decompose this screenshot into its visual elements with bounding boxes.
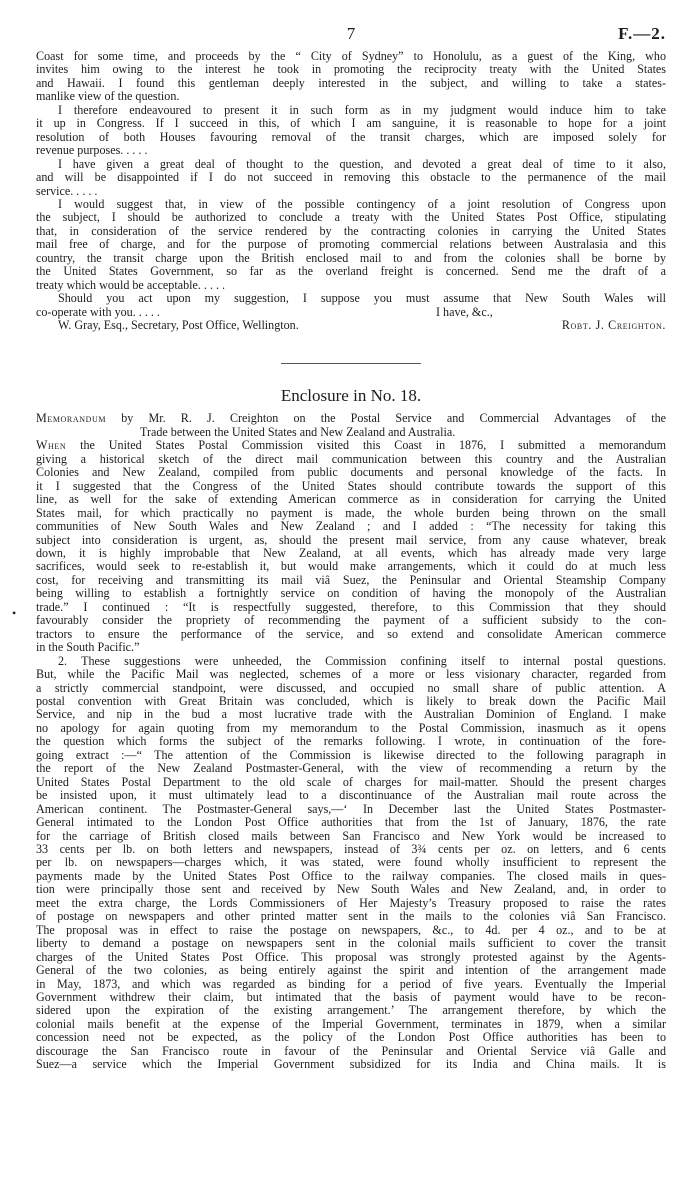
addressee-row — [36, 319, 666, 332]
margin-mark: • — [12, 606, 17, 620]
text-line: But, while the Pacific Mail was neglected, schemes of a more or less visionary character, regarded from — [36, 667, 666, 682]
closing-row — [36, 306, 666, 319]
text-line: United States Postal Department to the old scale of charges for mail-matter. Should the present charges — [36, 774, 666, 789]
text-line: colonial mails benefit at the expense of the Imperial Government, terminates in 1879, when a similar — [36, 1016, 666, 1031]
text-line: the subject, I should be authorized to conclude a treaty with the United States Post Office, stipulating — [36, 210, 666, 225]
text-span: the United States Postal Commission visited this Coast in 1876, I submitted a memorandum — [66, 438, 666, 453]
text-line: sidered upon the expiration of the existing arrangement.’ The arrangement therefore, by which the — [36, 1003, 666, 1018]
text-line: I therefore endeavoured to present it in such form as in my judgment would induce him to take — [58, 102, 666, 117]
text-line: giving a historical sketch of the direct mail communication between this country and the Australian — [36, 451, 666, 466]
text-line: General intimated to the London Post Office authorities that from the 1st of January, 1876, the rate — [36, 815, 666, 830]
signature: Robt. J. Creighton. — [561, 318, 666, 333]
letter-paragraph-4 — [36, 198, 666, 292]
text-line: the report of the New Zealand Postmaster-General, with the view of recommending a return by the — [36, 761, 666, 776]
letter-paragraph-1 — [36, 50, 666, 104]
text-line: liberty to demand a postage on newspapers sent in the colonial mails sufficient to cover the transit — [36, 936, 666, 951]
memorandum-heading — [36, 412, 666, 439]
enclosure-title: Enclosure in No. 18. — [280, 386, 422, 406]
text-line: line, as well for the sake of extending American commerce as in consideration for carrying the United — [36, 492, 666, 507]
text-line: down, it is highly improbable that New Zealand, at all events, which has already made very large — [36, 546, 666, 561]
document-code: F.—2. — [618, 24, 666, 43]
text-line: of postage on newspapers and other printed matter sent in the mails to the colonies viâ San Francisco. — [36, 909, 666, 924]
text-line: Government withdrew their claim, but intimated that the basis of payment would have to be recon- — [36, 989, 666, 1004]
text-line: American continent. The Postmaster-General says,—‘ In December last the United States Postmaster- — [36, 801, 666, 816]
text-line: resolution of both Houses favouring removal of the transit charges, which are imposed solely for — [36, 129, 666, 144]
paragraph-lead: When — [36, 438, 67, 453]
text-line: subject into consideration is urgent, as, should the present mail service, from any cause whatever, break — [36, 532, 666, 547]
enclosure-paragraph-2 — [36, 655, 666, 1072]
page-number: 7 — [346, 24, 356, 43]
text-line: a strictly commercial standpoint, were discussed, and occupied no small share of public attention. A — [36, 680, 666, 695]
text-line: States mail, for which practically no payment is made, the whole burden being thrown on the small — [36, 505, 666, 520]
text-line: meet the extra charge, the Lords Commissioners of Her Majesty’s Treasury proposed to raise the rates — [36, 895, 666, 910]
memo-line-2: Trade between the United States and New Zealand and Australia. — [140, 424, 456, 439]
text-line: country, the transit charge upon the British enclosed mail to and from the colonies shall be borne by — [36, 250, 666, 265]
memo-rest: by Mr. R. J. Creighton on the Postal Service and Commercial Advantages of the — [106, 411, 666, 426]
text-line: communities of New South Wales and New Zealand ; and I added : “The necessity for taking this — [36, 519, 666, 534]
text-line: concession need not be expected, as the policy of the London Post Office authorities has been to — [36, 1030, 666, 1045]
text-line: I have given a great deal of thought to the question, and devoted a great deal of time to it also, — [58, 156, 666, 171]
text-line: invites him owing to the interest he took in promoting the reciprocity treaty with the United States — [36, 62, 666, 77]
text-line: tion were principally those sent and received by New South Wales and New Zealand, and, in order to — [36, 882, 666, 897]
enclosure-paragraph-1 — [36, 439, 666, 654]
text-line: no apology for again quoting from my memorandum to the Postal Commission, inasmuch as it opens — [36, 720, 666, 735]
text-line: favourably consider the propriety of recommending the payment of a sufficient subsidy to the con- — [36, 613, 666, 628]
text-line: sacrifices, would seek to re-establish it, but would make arrangements, which it could do at much less — [36, 559, 666, 574]
page-header — [36, 24, 666, 50]
text-line: Suez—a service which the Imperial Government subsidized for its India and China mails. It is — [36, 1057, 666, 1072]
text-line: 2. These suggestions were unheeded, the Commission confining itself to internal postal questions. — [58, 653, 666, 668]
text-line: in the South Pacific.” — [36, 640, 140, 655]
text-line: in May, 1873, and which was regarded as binding for a period of five years. Eventually the Imperial — [36, 976, 666, 991]
text-line: being willing to establish a fortnightly service on condition of having the monopoly of the Australian — [36, 586, 666, 601]
memo-lead: Memorandum — [36, 411, 107, 426]
text-line: per lb. on newspapers—charges which, it was stated, were found wholly insufficient to represent the — [36, 855, 666, 870]
text-line: manlike view of the question. — [36, 89, 180, 104]
text-line: General of the two colonies, as being entirely against the spirit and intention of the arrangement made — [36, 963, 666, 978]
text-line: Service, and nip in the bud a most lucrative trade with the Australian Dominion of England. I make — [36, 707, 666, 722]
text-line: service. . . . . — [36, 183, 98, 198]
text-line: tractors to ensure the performance of the service, and so extend and consolidate American commerce — [36, 626, 666, 641]
text-line: the question which forms the subject of the remarks following. I wrote, in continuation of the fore- — [36, 734, 666, 749]
text-line: it up in Congress. If I succeed in this, of which I am sanguine, it is reasonable to hope for a joint — [36, 116, 666, 131]
text-line: charges of the United States Post Office. This proposal was strongly protested against by the Agents- — [36, 949, 666, 964]
text-line: Colonies and New Zealand, compiled from public documents and personal knowledge of the facts. In — [36, 465, 666, 480]
text-line: Should you act upon my suggestion, I suppose you must assume that New South Wales will — [58, 291, 666, 306]
text-line: revenue purposes. . . . . — [36, 143, 148, 158]
text-line: I would suggest that, in view of the possible contingency of a joint resolution of Congress upon — [58, 196, 666, 211]
text-line: payments made by the United States Post Office to the railway companies. The closed mails in ques- — [36, 868, 666, 883]
closing-left: co-operate with you. . . . . — [36, 304, 160, 319]
text-line: The proposal was in effect to raise the postage on newspapers, &c., to 4d. per 4 oz., and to be at — [36, 922, 666, 937]
text-line: 33 cents per lb. on both letters and newspapers, instead of 3¾ cents per oz. on letters, and 6 cents — [36, 841, 666, 856]
text-line: the United States Government, so far as the overland freight is concerned. Send me the draft of a — [36, 264, 666, 279]
letter-paragraph-2 — [36, 104, 666, 158]
document-page — [36, 24, 666, 1072]
text-line: that, in consideration of the service rendered by the contracting colonies in carrying the United States — [36, 223, 666, 238]
text-line — [36, 439, 666, 452]
text-line: and Hawaii. I found this gentleman deeply interested in the subject, and willing to take a states- — [36, 75, 666, 90]
text-line: postal convention with Great Britain was concluded, which is likely to break down the Pacific Mail — [36, 694, 666, 708]
complimentary-close: I have, &c., — [436, 304, 493, 319]
text-line: going extract :—“ The attention of the Commission is likewise directed to the following paragraph in — [36, 747, 666, 762]
text-line: for the carriage of British closed mails between San Francisco and New York would be increased to — [36, 828, 666, 843]
memo-line-1 — [36, 412, 666, 425]
letter-paragraph-3 — [36, 158, 666, 198]
text-line: and will be disappointed if I do not succeed in removing this obstacle to the permanence of the mail — [36, 170, 666, 185]
text-line: treaty which would be acceptable. . . . . — [36, 277, 226, 292]
section-divider — [281, 363, 421, 364]
text-line: cost, for receiving and transmitting its mail viâ Suez, the Peninsular and Oriental Steamship Company — [36, 572, 666, 587]
text-line: be insisted upon, it must ultimately lead to a discontinuance of the Australian mail route across the — [36, 788, 666, 803]
text-line: mail free of charge, and for the purpose of promoting commercial relations between Australasia and this — [36, 237, 666, 252]
text-line: Coast for some time, and proceeds by the “ City of Sydney” to Honolulu, as a guest of the King, who — [36, 49, 666, 63]
letter-paragraph-5 — [36, 292, 666, 332]
addressee: W. Gray, Esq., Secretary, Post Office, Wellington. — [58, 318, 299, 333]
text-line: trade.” I continued : “It is respectfully suggested, therefore, to this Commission that they should — [36, 599, 666, 614]
text-line: discourage the San Francisco route in favour of the Peninsular and Oriental Service viâ Galle and — [36, 1043, 666, 1058]
text-line: it I suggested that the Congress of the United States should contribute towards the support of this — [36, 478, 666, 493]
